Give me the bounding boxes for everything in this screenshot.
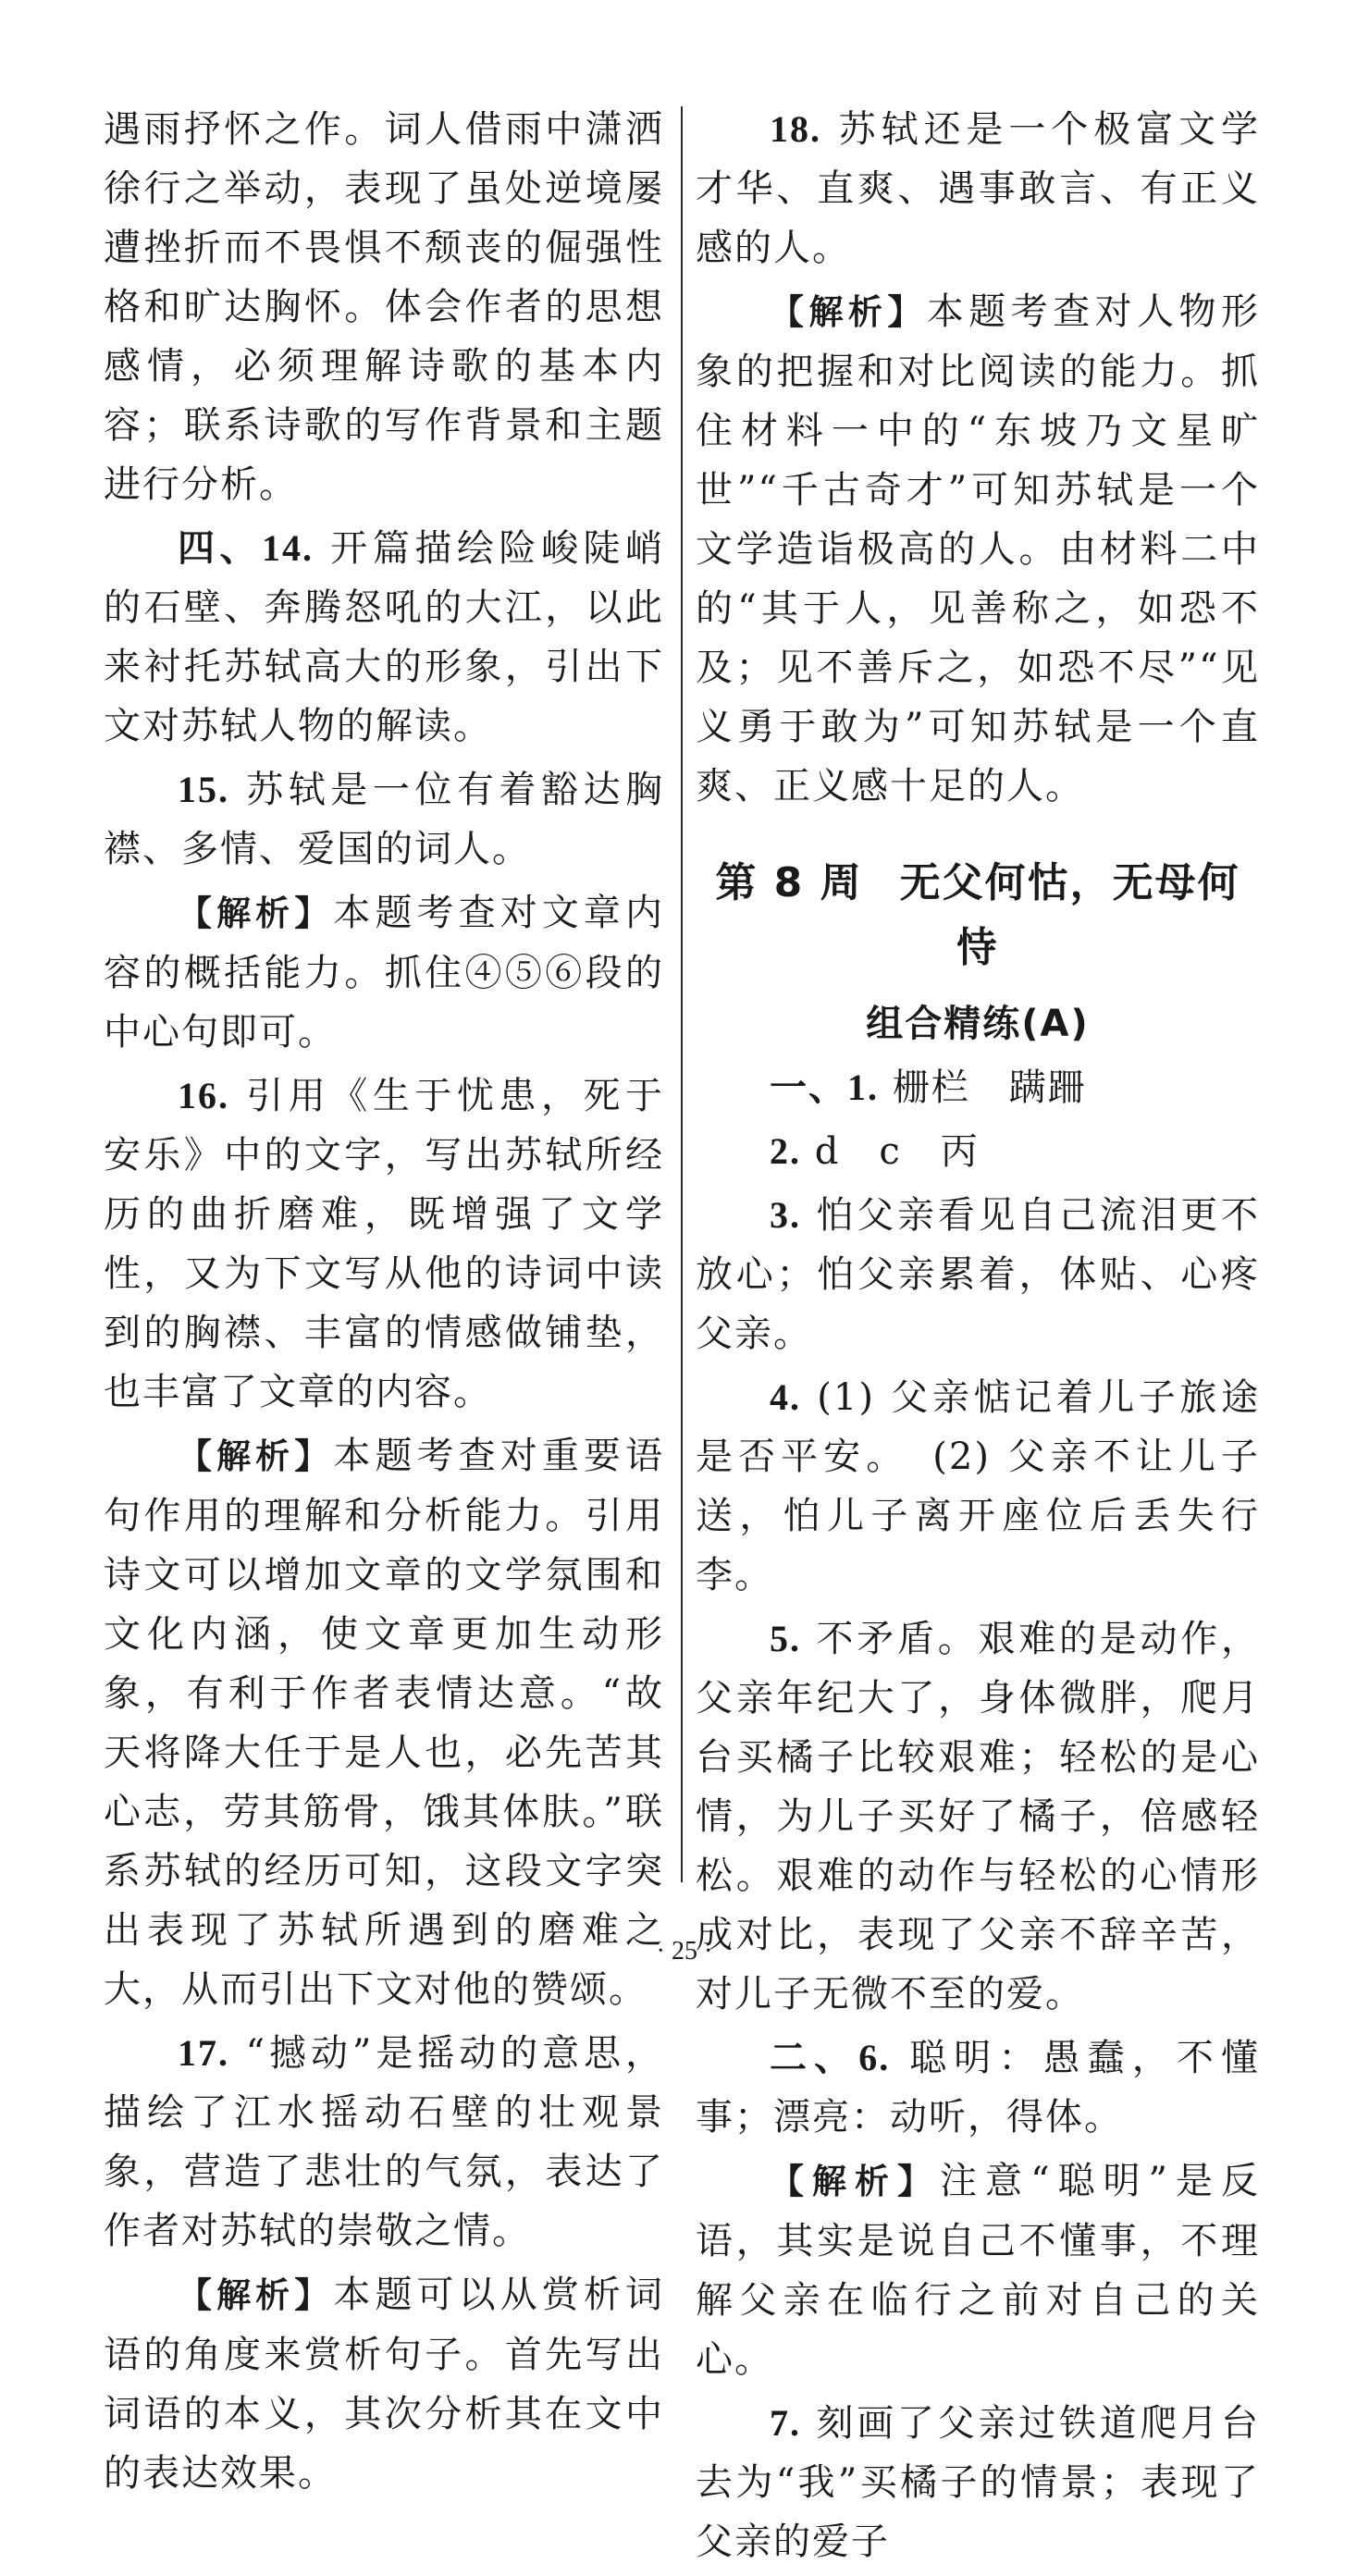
answer-text: (1) 父亲惦记着儿子旅途是否平安。 (2) 父亲不让儿子送，怕儿子离开座位后丢失行李。: [696, 1376, 1260, 1596]
answer-paragraph: [104, 519, 664, 756]
answer-paragraph: [696, 282, 1260, 816]
answer-text: “撼动”是摇动的意思，描绘了江水摇动石壁的壮观景象，营造了悲壮的气氛，表达了作者对苏轼的崇敬之情。: [104, 2032, 664, 2252]
answer-text: 刻画了父亲过铁道爬月台去为“我”买橘子的情景；表现了父亲的爱子: [696, 2402, 1260, 2563]
answer-paragraph: [696, 1122, 1260, 1181]
answer-text: 不矛盾。艰难的是动作，父亲年纪大了，身体微胖，爬月台买橘子比较艰难；轻松的是心情，为儿子买好了橘子，倍感轻松。艰难的动作与轻松的心情形成对比，表现了父亲不辞辛苦，对儿子无微不至的爱。: [696, 1618, 1260, 2015]
answer-text: 苏轼还是一个极富文学才华、直爽、遇事敢言、有正义感的人。: [696, 108, 1260, 269]
answer-paragraph: [104, 760, 664, 879]
answer-paragraph: [104, 883, 664, 1062]
answer-paragraph: [104, 2024, 664, 2261]
answer-text: 怕父亲看见自己流泪更不放心；怕父亲累着，体贴、心疼父亲。: [696, 1194, 1260, 1355]
answer-text: 本题考查对人物形象的把握和对比阅读的能力。抓住材料一中的“东坡乃文星旷世”“千古奇才”可知苏轼是一个文学造诣极高的人。由材料二中的“其于人，见善称之，如恐不及；见不善斥之，如恐不尽”“见义勇于敢为”可知苏轼是一个直爽、正义感十足的人。: [696, 290, 1261, 807]
question-number: 3.: [770, 1194, 801, 1236]
answer-paragraph: [696, 1058, 1260, 1117]
right-column-bottom: [696, 1058, 1260, 2571]
analysis-tag: 【解析】: [770, 292, 927, 332]
week-title: 无父何怙，无母何恃: [899, 859, 1240, 971]
question-number: 一、1.: [770, 1066, 879, 1108]
right-column-top: [696, 100, 1260, 816]
answer-text: 遇雨抒怀之作。词人借雨中潇洒徐行之举动，表现了虽处逆境屡遭挫折而不畏惧不颓丧的倔强性格和旷达胸怀。体会作者的思想感情，必须理解诗歌的基本内容；联系诗歌的写作背景和主题进行分析。: [104, 108, 664, 506]
answer-text: 本题考查对重要语句作用的理解和分析能力。引用诗文可以增加文章的文学氛围和文化内涵，使文章更加生动形象，有利于作者表情达意。“故天将降大任于是人也，必先苦其心志，劳其筋骨，饿其体肤。”联系苏轼的经历可知，这段文字突出表现了苏轼所遇到的磨难之大，从而引出下文对他的赞颂。: [104, 1435, 665, 2011]
analysis-tag: 【解析】: [770, 2162, 941, 2201]
answer-text: 注意“聪明”是反语，其实是说自己不懂事，不理解父亲在临行之前对自己的关心。: [696, 2160, 1261, 2381]
question-number: 16.: [178, 1075, 229, 1116]
analysis-tag: 【解析】: [178, 2275, 334, 2315]
answer-text: 苏轼是一位有着豁达胸襟、多情、爱国的词人。: [104, 769, 664, 870]
answer-paragraph: [104, 1426, 664, 2019]
answer-text: 开篇描绘险峻陡峭的石壁、奔腾怒吼的大江，以此来衬托苏轼高大的形象，引出下文对苏轼人物的解读。: [104, 527, 665, 747]
answer-paragraph: [104, 2265, 664, 2503]
question-number: 18.: [770, 108, 821, 150]
right-column: [696, 100, 1260, 2576]
question-number: 17.: [178, 2032, 229, 2074]
answer-text: 引用《生于忧患，死于安乐》中的文字，写出苏轼所经历的曲折磨难，既增强了文学性，又为下文写从他的诗词中读到的胸襟、丰富的情感做铺垫，也丰富了文章的内容。: [104, 1075, 664, 1413]
page-number: · 25 ·: [656, 1937, 713, 1966]
answer-paragraph: [104, 1066, 664, 1422]
analysis-tag: 【解析】: [178, 894, 334, 933]
question-number: 4.: [770, 1376, 801, 1418]
answer-paragraph: [696, 1368, 1260, 1605]
answer-paragraph: [696, 2394, 1260, 2571]
answer-text: 栅栏 蹒跚: [879, 1066, 1087, 1109]
answer-paragraph: [696, 1186, 1260, 1363]
question-number: 5.: [770, 1618, 801, 1659]
answer-paragraph: [696, 2151, 1260, 2389]
week-number: 第 8 周: [715, 859, 863, 906]
answer-text: 本题可以从赏析词语的角度来赏析句子。首先写出词语的本义，其次分析其在文中的表达效果。: [104, 2274, 665, 2495]
answer-text: 本题考查对文章内容的概括能力。抓住④⑤⑥段的中心句即可。: [104, 892, 665, 1054]
analysis-tag: 【解析】: [178, 1436, 334, 1476]
question-number: 二、6.: [770, 2037, 891, 2078]
answer-text: d c 丙: [801, 1130, 980, 1173]
question-number: 2.: [770, 1130, 801, 1172]
answer-text: 聪明：愚蠢，不懂事；漂亮：动听，得体。: [696, 2037, 1261, 2138]
answer-paragraph: [104, 100, 664, 514]
column-divider: [681, 106, 683, 1882]
question-number: 15.: [178, 769, 229, 810]
section-heading: 组合精练(A): [866, 1003, 1090, 1045]
answer-paragraph: [696, 100, 1260, 277]
answer-paragraph: [696, 2028, 1260, 2147]
question-number: 四、14.: [178, 527, 314, 569]
question-number: 7.: [770, 2402, 801, 2444]
left-column: [104, 100, 664, 2508]
week-heading: [696, 851, 1260, 980]
